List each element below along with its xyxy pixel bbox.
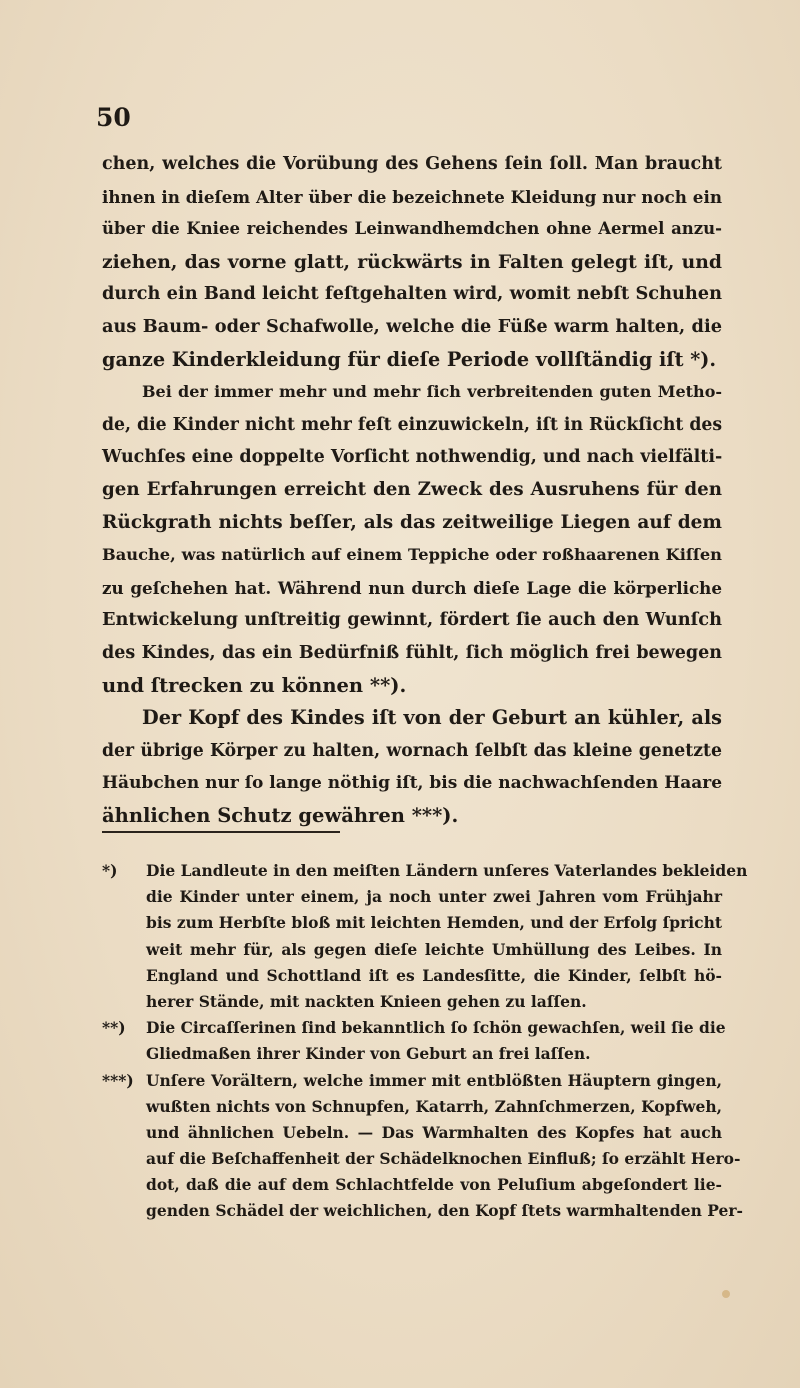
text-line: Wuchſes eine doppelte Vorſicht nothwendig, und nach vielfälti- bbox=[102, 447, 723, 468]
footnote-line bbox=[102, 1015, 726, 1041]
text-line: Bauche, was natürlich auf einem Teppiche oder roßhaarenen Kiſſen bbox=[102, 545, 722, 565]
footnote-text: wußten nichts von Schnupfen, Katarrh, Zahnſchmerzen, Kopfweh, bbox=[146, 1096, 722, 1116]
text-line: de, die Kinder nicht mehr feſt einzuwickeln, iſt in Rückſicht des bbox=[102, 414, 723, 435]
text-line: zu geſchehen hat. Während nun durch dieſe Lage die körperliche bbox=[102, 577, 722, 598]
footnote-text: genden Schädel der weichlichen, den Kopf ſtets warmhaltenden Per- bbox=[146, 1201, 743, 1221]
footnote-text: auf die Beſchaffenheit der Schädelknochen Einfluß; ſo erzählt Hero- bbox=[146, 1149, 741, 1169]
footnote-line bbox=[102, 1068, 722, 1094]
footnote-marker: **) bbox=[102, 1018, 126, 1038]
footnote-text: England und Schottland iſt es Landesſitte, die Kinder, ſelbſt hö- bbox=[146, 965, 722, 985]
footnote-line bbox=[102, 1094, 722, 1120]
text-line: Rückgrath nichts beſſer, als das zeitweilige Liegen auf dem bbox=[102, 511, 722, 533]
footnote-text: weit mehr für, als gegen dieſe leichte Umhüllung des Leibes. In bbox=[146, 939, 722, 959]
footnote-text: Unſere Vorältern, welche immer mit entblößten Häuptern gingen, bbox=[146, 1070, 722, 1090]
footnote-text: die Kinder unter einem, ja noch unter zwei Jahren vom Frühjahr bbox=[146, 887, 722, 907]
text-line: Entwickelung unſtreitig gewinnt, fördert ſie auch den Wunſch bbox=[102, 609, 722, 631]
footnote-line bbox=[102, 910, 722, 936]
text-line: der übrige Körper zu halten, wornach ſelbſt das kleine genetzte bbox=[102, 740, 722, 761]
footnote-line bbox=[102, 858, 748, 884]
text-line: über die Kniee reichendes Leinwandhemdchen ohne Aermel anzu- bbox=[102, 219, 722, 239]
footnote-line bbox=[102, 989, 722, 1015]
text-line: ziehen, das vorne glatt, rückwärts in Falten gelegt iſt, und bbox=[102, 250, 722, 273]
footnotes bbox=[102, 858, 748, 1225]
paper-stain bbox=[722, 1290, 730, 1298]
text-line: Der Kopf des Kindes iſt von der Geburt an kühler, als bbox=[142, 706, 722, 730]
footnote-text: Die Circaſſerinen ſind bekanntlich ſo ſchön gewachſen, weil ſie die bbox=[146, 1018, 726, 1038]
footnote-text: Die Landleute in den meiſten Ländern unſeres Vaterlandes bekleiden bbox=[146, 861, 748, 880]
text-line: und ſtrecken zu können **). bbox=[102, 673, 407, 697]
text-line: Bei der immer mehr und mehr ſich verbreitenden guten Metho- bbox=[142, 382, 722, 402]
text-line: aus Baum- oder Schafwolle, welche die Füße warm halten, die bbox=[102, 315, 722, 337]
text-line: chen, welches die Vorübung des Gehens ſein ſoll. Man braucht bbox=[102, 154, 722, 174]
main-text bbox=[102, 148, 722, 832]
page-number: 50 bbox=[96, 103, 131, 132]
footnote-text: Gliedmaßen ihrer Kinder von Geburt an frei laſſen. bbox=[146, 1044, 591, 1064]
text-line: gen Erfahrungen erreicht den Zweck des Ausruhens für den bbox=[102, 478, 722, 500]
text-line: ganze Kinderkleidung für dieſe Periode vollſtändig iſt *). bbox=[102, 347, 717, 371]
footnote-marker: ***) bbox=[102, 1070, 134, 1090]
text-line: des Kindes, das ein Bedürfniß fühlt, ſich möglich frei bewegen bbox=[102, 642, 722, 663]
footnote-text: bis zum Herbſte bloß mit leichten Hemden, und der Erfolg ſpricht bbox=[146, 913, 722, 933]
text-line: Häubchen nur ſo lange nöthig iſt, bis die nachwachſenden Haare bbox=[102, 773, 723, 794]
footnote-line bbox=[102, 1146, 741, 1172]
footnote-marker: *) bbox=[102, 861, 118, 880]
footnote-text: herer Stände, mit nackten Knieen gehen zu laſſen. bbox=[146, 991, 587, 1011]
text-line: durch ein Band leicht feſtgehalten wird, womit nebſt Schuhen bbox=[102, 283, 722, 305]
text-line: ähnlichen Schutz gewähren ***). bbox=[102, 803, 459, 827]
footnote-separator bbox=[102, 831, 340, 833]
footnote-text: und ähnlichen Uebeln. — Das Warmhalten des Kopfes hat auch bbox=[146, 1122, 722, 1142]
footnote-line bbox=[102, 1172, 722, 1198]
footnote-line bbox=[102, 937, 722, 963]
footnote-line bbox=[102, 963, 722, 989]
footnote-text: dot, daß die auf dem Schlachtfelde von Peluſium abgeſondert lie- bbox=[146, 1175, 722, 1195]
footnote-line bbox=[102, 1120, 722, 1146]
footnote-line bbox=[102, 1198, 743, 1224]
footnote-line bbox=[102, 884, 722, 910]
text-line: ihnen in dieſem Alter über die bezeichnete Kleidung nur noch ein bbox=[102, 186, 722, 207]
footnote-line bbox=[102, 1041, 722, 1067]
